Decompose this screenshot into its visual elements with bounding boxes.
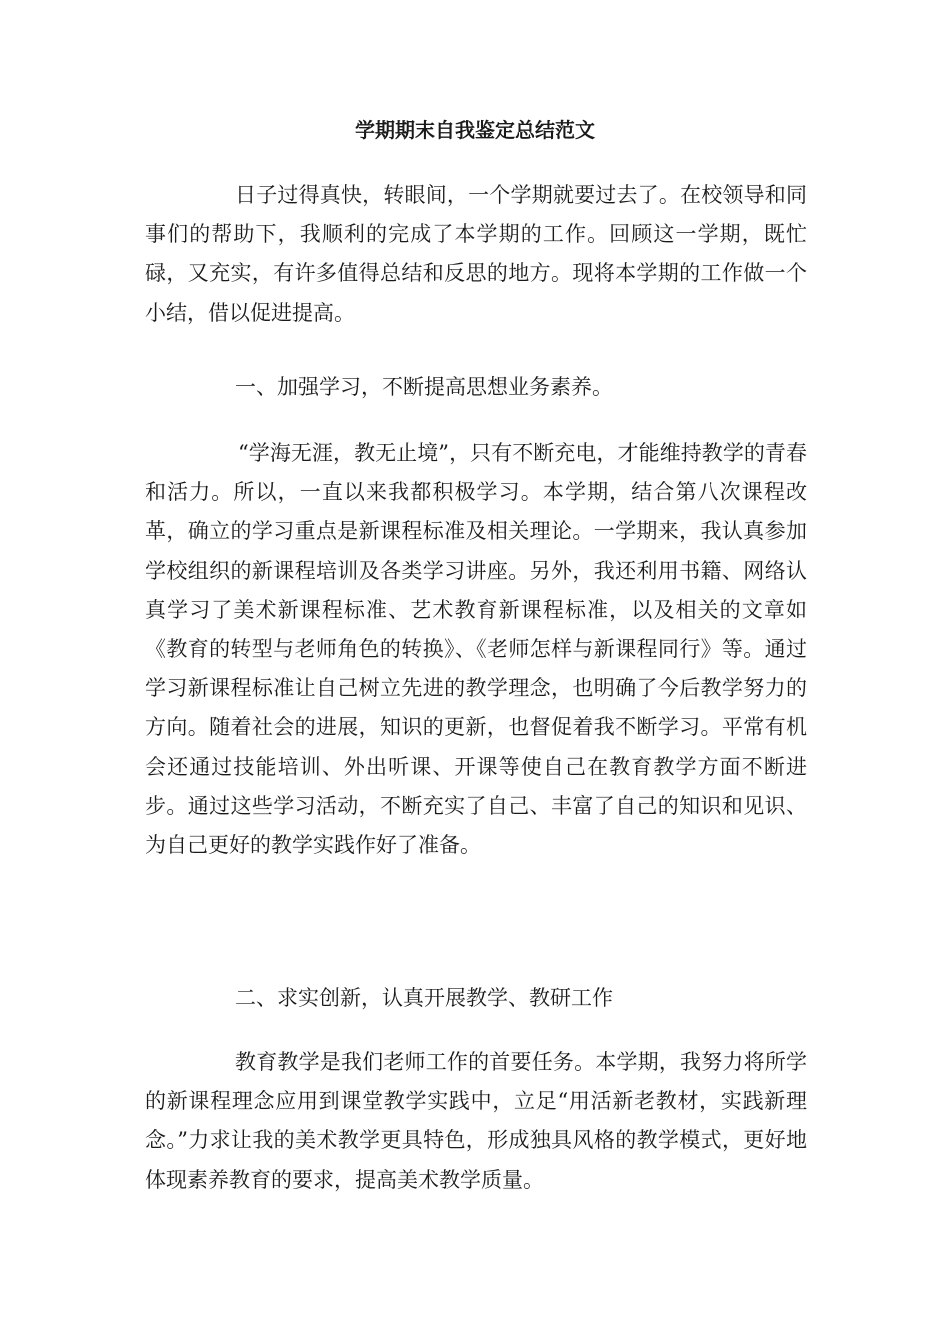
section-2-paragraph: 教育教学是我们老师工作的首要任务。本学期，我努力将所学的新课程理念应用到课堂教学实践中，立足“用活新老教材，实践新理念。”力求让我的美术教学更具特色，形成独具风格的教学模式，更好地体现素养教育的要求，提高美术教学质量。	[145, 1050, 807, 1192]
intro-paragraph: 日子过得真快，转眼间，一个学期就要过去了。在校领导和同事们的帮助下，我顺利的完成了本学期的工作。回顾这一学期，既忙碌，又充实，有许多值得总结和反思的地方。现将本学期的工作做一个小结，借以促进提高。	[145, 183, 807, 325]
section-heading-1: 一、加强学习，不断提高思想业务素养。	[235, 375, 613, 399]
document-title: 学期期末自我鉴定总结范文	[355, 118, 595, 142]
section-1-paragraph: “学海无涯，教无止境”，只有不断充电，才能维持教学的青春和活力。所以，一直以来我都积极学习。本学期，结合第八次课程改革，确立的学习重点是新课程标准及相关理论。一学期来，我认真参加学校组织的新课程培训及各类学习讲座。另外，我还利用书籍、网络认真学习了美术新课程标准、艺术教育新课程标准，以及相关的文章如《教育的转型与老师角色的转换》、《老师怎样与新课程同行》等。通过学习新课程标准让自己树立先进的教学理念，也明确了今后教学努力的方向。随着社会的进展，知识的更新，也督促着我不断学习。平常有机会还通过技能培训、外出听课、开课等使自己在教育教学方面不断进步。通过这些学习活动，不断充实了自己、丰富了自己的知识和见识、为自己更好的教学实践作好了准备。	[145, 441, 807, 858]
section-heading-2: 二、求实创新，认真开展教学、教研工作	[235, 986, 613, 1010]
